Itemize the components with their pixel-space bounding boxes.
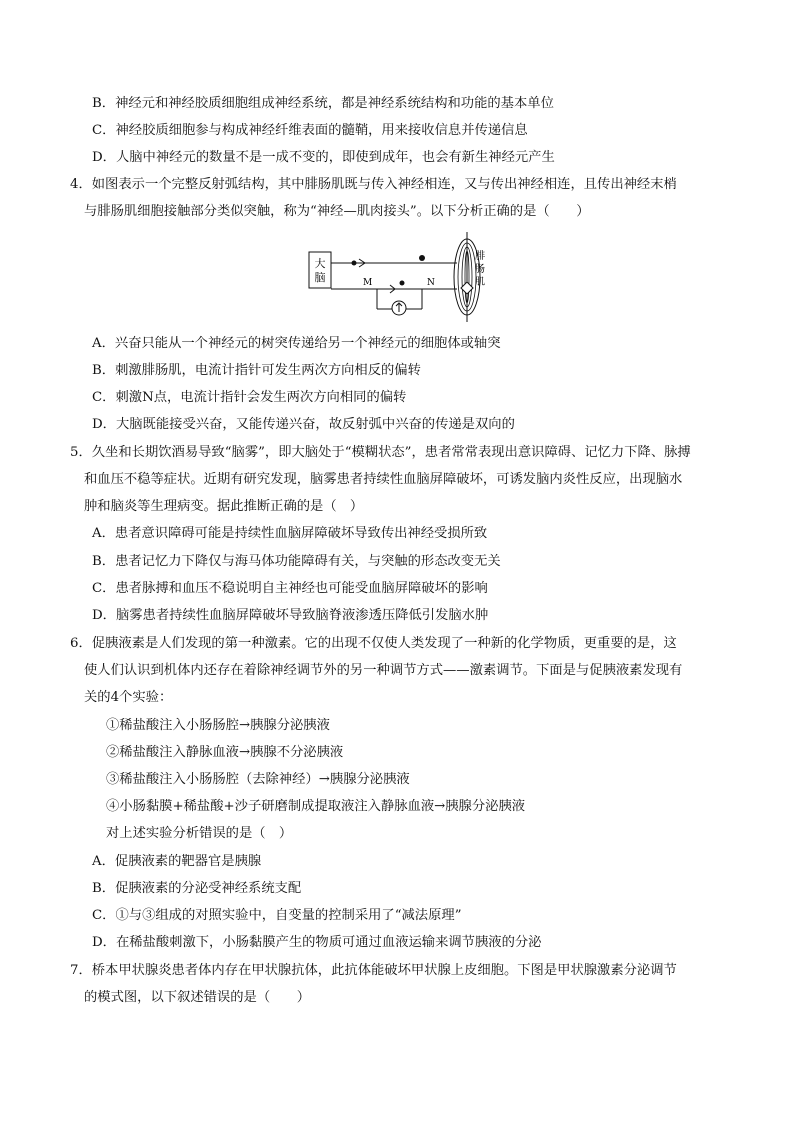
muscle-label-2: 肠 xyxy=(475,264,485,275)
brain-label-2: 脑 xyxy=(314,271,326,284)
q6-experiment-4: ④小肠黏膜+稀盐酸+沙子研磨制成提取液注入静脉血液→胰腺分泌胰液 xyxy=(106,799,526,814)
q4-option-c: C．刺激N点，电流计指针会发生两次方向相同的偏转 xyxy=(92,390,407,405)
q7-stem-line2: 的模式图，以下叙述错误的是（ ） xyxy=(84,990,311,1005)
q5-option-a: A．患者意识障碍可能是持续性血脑屏障破坏导致传出神经受损所致 xyxy=(92,526,488,541)
q5-stem-line3: 肿和脑炎等生理病变。据此推断正确的是（ ） xyxy=(84,499,364,514)
q7-stem-line1: 7．桥本甲状腺炎患者体内存在甲状腺抗体，此抗体能破坏甲状腺上皮细胞。下图是甲状腺激素分泌调节 xyxy=(70,963,677,978)
muscle-label-1: 腓 xyxy=(475,251,485,262)
reflex-arc-figure xyxy=(307,230,487,326)
q6-option-d: D．在稀盐酸刺激下，小肠黏膜产生的物质可通过血液运输来调节胰液的分泌 xyxy=(92,935,542,950)
q5-option-d: D．脑雾患者持续性血脑屏障破坏导致脑脊液渗透压降低引发脑水肿 xyxy=(92,608,489,623)
q6-option-b: B．促胰液素的分泌受神经系统支配 xyxy=(92,881,302,896)
q6-experiment-1: ①稀盐酸注入小肠肠腔→胰腺分泌胰液 xyxy=(106,718,330,733)
muscle-label-3: 肌 xyxy=(475,277,485,288)
brain-label-1: 大 xyxy=(314,257,326,270)
q6-stem-line3: 关的4个实验： xyxy=(84,690,173,705)
q3-option-b: B．神经元和神经胶质细胞组成神经系统，都是神经系统结构和功能的基本单位 xyxy=(92,96,554,111)
fiber-upper-node xyxy=(419,255,425,261)
q6-experiment-3: ③稀盐酸注入小肠肠腔（去除神经）→胰腺分泌胰液 xyxy=(106,772,410,787)
point-n-label: N xyxy=(427,278,435,288)
q6-question: 对上述实验分析错误的是（ ） xyxy=(106,826,293,841)
q3-option-c: C．神经胶质细胞参与构成神经纤维表面的髓鞘，用来接收信息并传递信息 xyxy=(92,123,528,138)
q4-stem-line1: 4．如图表示一个完整反射弧结构，其中腓肠肌既与传入神经相连，又与传出神经相连，且传出神经末梢 xyxy=(70,177,677,192)
q6-stem-line1: 6．促胰液素是人们发现的第一种激素。它的出现不仅使人类发现了一种新的化学物质，更重要的是，这 xyxy=(70,636,677,651)
q5-option-b: B．患者记忆力下降仅与海马体功能障碍有关，与突触的形态改变无关 xyxy=(92,554,501,569)
q4-option-d: D．大脑既能接受兴奋，又能传递兴奋，故反射弧中兴奋的传递是双向的 xyxy=(92,417,515,432)
q3-option-d: D．人脑中神经元的数量不是一成不变的，即使到成年，也会有新生神经元产生 xyxy=(92,150,555,165)
q4-option-b: B．刺激腓肠肌，电流计指针可发生两次方向相反的偏转 xyxy=(92,363,421,378)
q5-stem-line2: 和血压不稳等症状。近期有研究发现，脑雾患者持续性血脑屏障破坏，可诱发脑内炎性反应，出现脑水 xyxy=(84,472,683,487)
point-m-label: M xyxy=(363,278,373,288)
q6-stem-line2: 使人们认识到机体内还存在着除神经调节外的另一种调节方式——激素调节。下面是与促胰液素发现有 xyxy=(84,663,683,678)
q6-experiment-2: ②稀盐酸注入静脉血液→胰腺不分泌胰液 xyxy=(106,745,344,760)
q5-stem-line1: 5．久坐和长期饮酒易导致“脑雾”，即大脑处于“模糊状态”，患者常常表现出意识障碍、记忆力下降、脉搏 xyxy=(70,445,691,460)
q6-option-c: C．①与③组成的对照实验中，自变量的控制采用了“减法原理” xyxy=(92,908,462,923)
q4-stem-line2: 与腓肠肌细胞接触部分类似突触，称为“神经—肌肉接头”。以下分析正确的是（ ） xyxy=(84,204,590,219)
q5-option-c: C．患者脉搏和血压不稳说明自主神经也可能受血脑屏障破坏的影响 xyxy=(92,581,488,596)
q4-option-a: A．兴奋只能从一个神经元的树突传递给另一个神经元的细胞体或轴突 xyxy=(92,336,501,351)
q6-option-a: A．促胰液素的靶器官是胰腺 xyxy=(92,854,262,869)
